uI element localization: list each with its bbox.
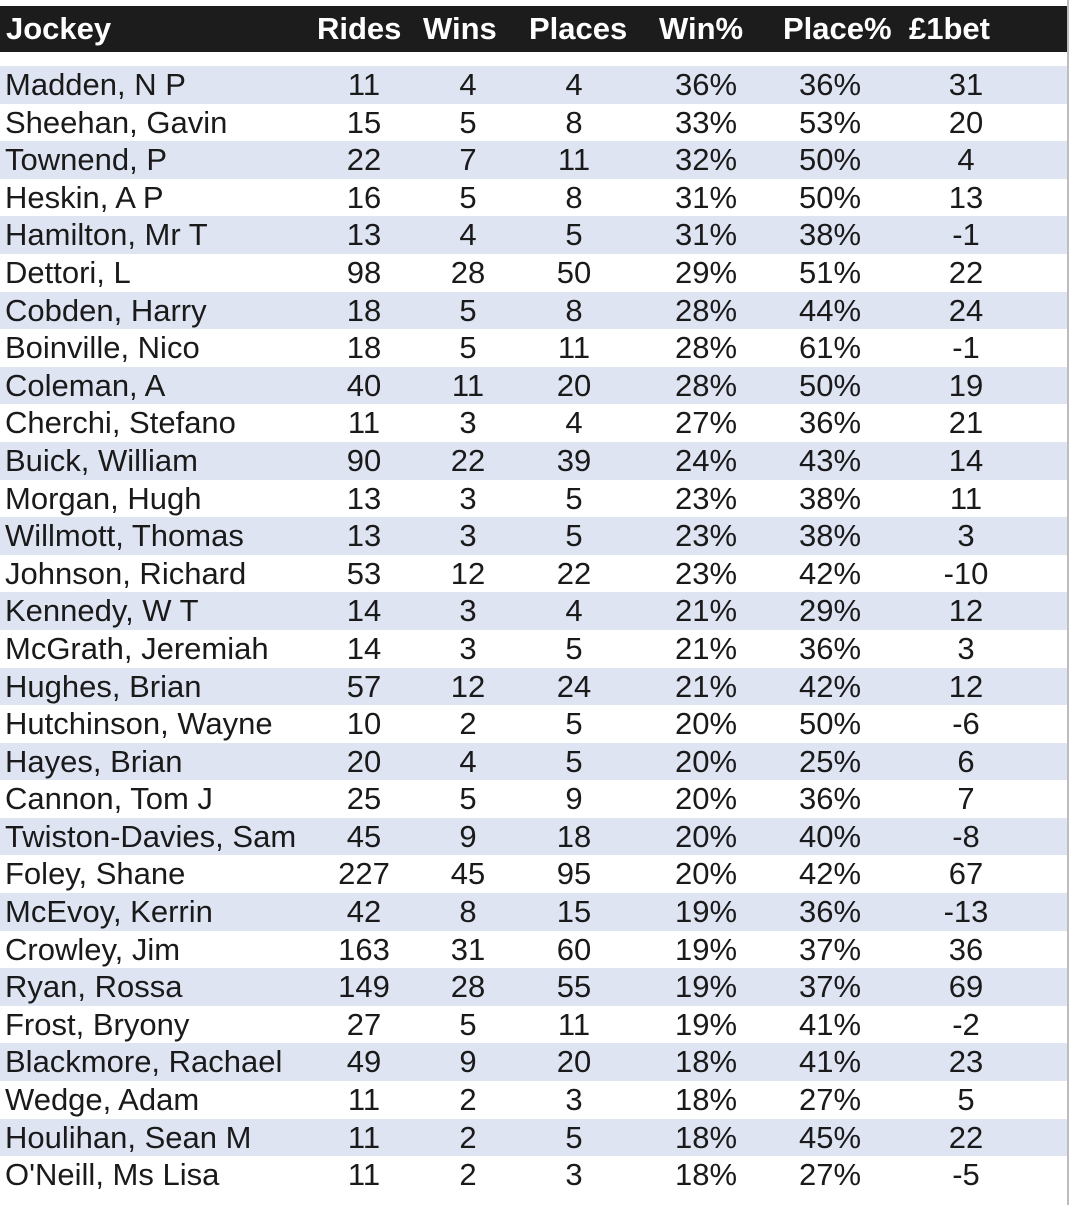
win-pct-cell: 24% [674, 442, 738, 478]
wins-cell: 4 [459, 743, 477, 779]
places-cell: 8 [565, 179, 583, 215]
wins-cell: 3 [459, 405, 477, 441]
jockey-cell: Twiston-Davies, Sam [5, 818, 297, 854]
rides-cell: 13 [346, 217, 382, 253]
bet-cell: -5 [952, 1157, 980, 1193]
bet-cell: 3 [957, 518, 975, 554]
places-cell: 11 [557, 142, 591, 178]
places-cell: 8 [565, 292, 583, 328]
place-pct-cell: 61% [798, 330, 862, 366]
table-row [0, 931, 1067, 969]
rides-cell: 11 [347, 1082, 381, 1118]
rides-cell: 11 [347, 1119, 381, 1155]
table-row [0, 442, 1067, 480]
header-places: Places [529, 11, 628, 46]
win-pct-cell: 21% [674, 668, 738, 704]
table-row [0, 968, 1067, 1006]
wins-cell: 3 [459, 480, 477, 516]
place-pct-cell: 42% [798, 668, 862, 704]
wins-cell: 28 [450, 254, 486, 290]
jockey-cell: Cherchi, Stefano [5, 405, 236, 441]
bet-cell: 14 [948, 442, 984, 478]
win-pct-cell: 28% [674, 292, 738, 328]
jockey-cell: O'Neill, Ms Lisa [5, 1157, 220, 1193]
place-pct-cell: 40% [798, 818, 862, 854]
table-row [0, 141, 1067, 179]
rides-cell: 11 [347, 1157, 381, 1193]
places-cell: 3 [565, 1157, 583, 1193]
win-pct-cell: 20% [674, 818, 738, 854]
jockey-cell: Crowley, Jim [5, 931, 181, 967]
wins-cell: 5 [459, 179, 477, 215]
table-row [0, 1006, 1067, 1044]
jockey-cell: Wedge, Adam [5, 1082, 200, 1118]
jockey-cell: Madden, N P [5, 67, 186, 102]
bet-cell: 20 [948, 104, 984, 140]
place-pct-cell: 45% [798, 1119, 862, 1155]
places-cell: 9 [565, 781, 583, 817]
bet-cell: -6 [952, 706, 980, 742]
win-pct-cell: 36% [674, 67, 738, 102]
jockey-cell: Coleman, A [5, 367, 166, 403]
wins-cell: 3 [459, 593, 477, 629]
win-pct-cell: 33% [674, 104, 738, 140]
wins-cell: 5 [459, 1006, 477, 1042]
places-cell: 60 [556, 931, 592, 967]
bet-cell: -13 [943, 894, 989, 930]
wins-cell: 8 [459, 894, 477, 930]
bet-cell: 69 [948, 969, 984, 1005]
table-row [0, 1156, 1067, 1194]
place-pct-cell: 38% [798, 217, 862, 253]
place-pct-cell: 27% [798, 1157, 862, 1193]
place-pct-cell: 50% [798, 142, 862, 178]
jockey-cell: Hayes, Brian [5, 743, 183, 779]
jockey-cell: Johnson, Richard [5, 555, 247, 591]
places-cell: 15 [556, 894, 592, 930]
place-pct-cell: 36% [798, 405, 862, 441]
table-row [0, 517, 1067, 555]
rides-cell: 15 [346, 104, 382, 140]
table-row [0, 329, 1067, 367]
bet-cell: 36 [948, 931, 984, 967]
places-cell: 3 [565, 1082, 583, 1118]
win-pct-cell: 28% [674, 330, 738, 366]
win-pct-cell: 29% [674, 254, 738, 290]
bet-cell: 22 [948, 1119, 984, 1155]
rides-cell: 11 [347, 67, 381, 102]
places-cell: 5 [565, 706, 583, 742]
places-cell: 8 [565, 104, 583, 140]
jockey-cell: Foley, Shane [5, 856, 186, 892]
bet-cell: 21 [948, 405, 984, 441]
rides-cell: 53 [346, 555, 382, 591]
places-cell: 95 [556, 856, 592, 892]
place-pct-cell: 50% [798, 367, 862, 403]
rides-cell: 18 [346, 330, 382, 366]
win-pct-cell: 28% [674, 367, 738, 403]
rides-cell: 57 [346, 668, 382, 704]
wins-cell: 3 [459, 518, 477, 554]
bet-cell: 67 [948, 856, 984, 892]
header-bet: £1bet [909, 11, 990, 46]
jockey-cell: Dettori, L [5, 254, 131, 290]
table-row [0, 592, 1067, 630]
jockey-cell: McEvoy, Kerrin [5, 894, 213, 930]
wins-cell: 9 [459, 818, 477, 854]
table-row [0, 855, 1067, 893]
places-cell: 5 [565, 630, 583, 666]
wins-cell: 5 [459, 781, 477, 817]
wins-cell: 28 [450, 969, 486, 1005]
header-wins: Wins [423, 11, 497, 46]
places-cell: 4 [565, 593, 583, 629]
rides-cell: 10 [346, 706, 382, 742]
jockey-cell: McGrath, Jeremiah [5, 630, 269, 666]
jockey-cell: Ryan, Rossa [5, 969, 183, 1005]
bet-cell: 3 [957, 630, 975, 666]
rides-cell: 11 [347, 405, 381, 441]
wins-cell: 11 [451, 367, 485, 403]
table-row [0, 292, 1067, 330]
wins-cell: 7 [459, 142, 477, 178]
rides-cell: 22 [346, 142, 382, 178]
place-pct-cell: 36% [798, 630, 862, 666]
rides-cell: 20 [346, 743, 382, 779]
bet-cell: -8 [952, 818, 980, 854]
bet-cell: 6 [957, 743, 975, 779]
bet-cell: 13 [948, 179, 984, 215]
win-pct-cell: 23% [674, 518, 738, 554]
table-row [0, 367, 1067, 405]
table-row [0, 630, 1067, 668]
place-pct-cell: 38% [798, 518, 862, 554]
win-pct-cell: 18% [674, 1044, 738, 1080]
bet-cell: 19 [948, 367, 984, 403]
rides-cell: 13 [346, 480, 382, 516]
bet-cell: 22 [948, 254, 984, 290]
header-win-pct: Win% [659, 11, 744, 46]
win-pct-cell: 20% [674, 706, 738, 742]
place-pct-cell: 44% [798, 292, 862, 328]
table-row [0, 1119, 1067, 1157]
table-row [0, 818, 1067, 856]
table-row [0, 780, 1067, 818]
place-pct-cell: 36% [798, 894, 862, 930]
wins-cell: 31 [450, 931, 486, 967]
win-pct-cell: 21% [674, 630, 738, 666]
rides-cell: 49 [346, 1044, 382, 1080]
wins-cell: 2 [459, 706, 477, 742]
table-row [0, 179, 1067, 217]
table-row [0, 1043, 1067, 1081]
bet-cell: 31 [948, 67, 984, 102]
wins-cell: 9 [459, 1044, 477, 1080]
rides-cell: 90 [346, 442, 382, 478]
places-cell: 20 [556, 1044, 592, 1080]
place-pct-cell: 37% [798, 931, 862, 967]
wins-cell: 12 [450, 555, 486, 591]
places-cell: 5 [565, 480, 583, 516]
bet-cell: -10 [943, 555, 989, 591]
jockey-cell: Townend, P [5, 142, 167, 178]
jockey-cell: Willmott, Thomas [5, 518, 244, 554]
wins-cell: 4 [459, 217, 477, 253]
jockey-cell: Hughes, Brian [5, 668, 202, 704]
place-pct-cell: 29% [798, 593, 862, 629]
rides-cell: 16 [346, 179, 382, 215]
win-pct-cell: 19% [674, 931, 738, 967]
table-row [0, 480, 1067, 518]
rides-cell: 163 [338, 931, 390, 967]
jockey-cell: Morgan, Hugh [5, 480, 202, 516]
rides-cell: 18 [346, 292, 382, 328]
places-cell: 18 [556, 818, 592, 854]
places-cell: 5 [565, 518, 583, 554]
jockey-cell: Buick, William [5, 442, 198, 478]
bet-cell: 23 [948, 1044, 984, 1080]
place-pct-cell: 36% [798, 781, 862, 817]
rides-cell: 14 [346, 593, 382, 629]
wins-cell: 2 [459, 1082, 477, 1118]
wins-cell: 45 [450, 856, 486, 892]
bet-cell: 5 [957, 1082, 975, 1118]
jockey-cell: Blackmore, Rachael [5, 1044, 283, 1080]
wins-cell: 5 [459, 292, 477, 328]
jockey-cell: Cobden, Harry [5, 292, 207, 328]
place-pct-cell: 38% [798, 480, 862, 516]
place-pct-cell: 41% [798, 1044, 862, 1080]
bet-cell: 24 [948, 292, 984, 328]
win-pct-cell: 31% [674, 179, 738, 215]
jockey-cell: Heskin, A P [5, 179, 164, 215]
table-row [0, 254, 1067, 292]
wins-cell: 12 [450, 668, 486, 704]
wins-cell: 22 [450, 442, 486, 478]
rides-cell: 40 [346, 367, 382, 403]
places-cell: 11 [557, 330, 591, 366]
win-pct-cell: 19% [674, 969, 738, 1005]
places-cell: 24 [556, 668, 592, 704]
wins-cell: 3 [459, 630, 477, 666]
places-cell: 11 [557, 1006, 591, 1042]
rides-cell: 27 [346, 1006, 382, 1042]
wins-cell: 5 [459, 104, 477, 140]
places-cell: 20 [556, 367, 592, 403]
bet-cell: 12 [948, 593, 984, 629]
rides-cell: 149 [338, 969, 390, 1005]
wins-cell: 5 [459, 330, 477, 366]
bet-cell: 7 [957, 781, 975, 817]
table-row [0, 555, 1067, 593]
bet-cell: 4 [957, 142, 975, 178]
bet-cell: -2 [952, 1006, 980, 1042]
place-pct-cell: 53% [798, 104, 862, 140]
place-pct-cell: 42% [798, 555, 862, 591]
table-row [0, 216, 1067, 254]
places-cell: 39 [556, 442, 592, 478]
header-rides: Rides [317, 11, 402, 46]
place-pct-cell: 50% [798, 179, 862, 215]
header-place-pct: Place% [783, 11, 892, 46]
bet-cell: -1 [952, 217, 980, 253]
win-pct-cell: 27% [674, 405, 738, 441]
table-row [0, 668, 1067, 706]
jockey-cell: Boinville, Nico [5, 330, 200, 366]
places-cell: 4 [565, 405, 583, 441]
win-pct-cell: 23% [674, 555, 738, 591]
place-pct-cell: 50% [798, 706, 862, 742]
win-pct-cell: 20% [674, 743, 738, 779]
place-pct-cell: 41% [798, 1006, 862, 1042]
win-pct-cell: 20% [674, 856, 738, 892]
win-pct-cell: 21% [674, 593, 738, 629]
rides-cell: 25 [346, 781, 382, 817]
jockey-cell: Houlihan, Sean M [5, 1119, 252, 1155]
jockey-cell: Hutchinson, Wayne [5, 706, 273, 742]
table-row [0, 66, 1067, 104]
place-pct-cell: 42% [798, 856, 862, 892]
win-pct-cell: 31% [674, 217, 738, 253]
table-row [0, 743, 1067, 781]
wins-cell: 2 [459, 1157, 477, 1193]
rides-cell: 98 [346, 254, 382, 290]
win-pct-cell: 32% [674, 142, 738, 178]
places-cell: 4 [565, 67, 583, 102]
jockey-cell: Kennedy, W T [5, 593, 199, 629]
place-pct-cell: 51% [798, 254, 862, 290]
win-pct-cell: 19% [674, 1006, 738, 1042]
table-row [0, 404, 1067, 442]
place-pct-cell: 36% [798, 67, 862, 102]
win-pct-cell: 20% [674, 781, 738, 817]
bet-cell: 11 [949, 480, 983, 516]
table-header [0, 6, 1067, 52]
rides-cell: 14 [346, 630, 382, 666]
bet-cell: -1 [952, 330, 980, 366]
jockey-cell: Hamilton, Mr T [5, 217, 208, 253]
places-cell: 55 [556, 969, 592, 1005]
table-row [0, 893, 1067, 931]
place-pct-cell: 25% [798, 743, 862, 779]
jockey-cell: Cannon, Tom J [5, 781, 213, 817]
jockey-cell: Sheehan, Gavin [5, 104, 228, 140]
table-row [0, 705, 1067, 743]
places-cell: 22 [556, 555, 592, 591]
rides-cell: 13 [346, 518, 382, 554]
rides-cell: 227 [338, 856, 390, 892]
place-pct-cell: 43% [798, 442, 862, 478]
header-jockey: Jockey [6, 11, 112, 46]
bet-cell: 12 [948, 668, 984, 704]
rides-cell: 42 [346, 894, 382, 930]
jockey-cell: Frost, Bryony [5, 1006, 190, 1042]
win-pct-cell: 18% [674, 1082, 738, 1118]
wins-cell: 2 [459, 1119, 477, 1155]
places-cell: 5 [565, 743, 583, 779]
places-cell: 50 [556, 254, 592, 290]
places-cell: 5 [565, 217, 583, 253]
win-pct-cell: 18% [674, 1157, 738, 1193]
table-body [0, 66, 1067, 1194]
rides-cell: 45 [346, 818, 382, 854]
table-row [0, 1081, 1067, 1119]
win-pct-cell: 23% [674, 480, 738, 516]
place-pct-cell: 37% [798, 969, 862, 1005]
table-row [0, 104, 1067, 142]
place-pct-cell: 27% [798, 1082, 862, 1118]
win-pct-cell: 19% [674, 894, 738, 930]
places-cell: 5 [565, 1119, 583, 1155]
wins-cell: 4 [459, 67, 477, 102]
win-pct-cell: 18% [674, 1119, 738, 1155]
